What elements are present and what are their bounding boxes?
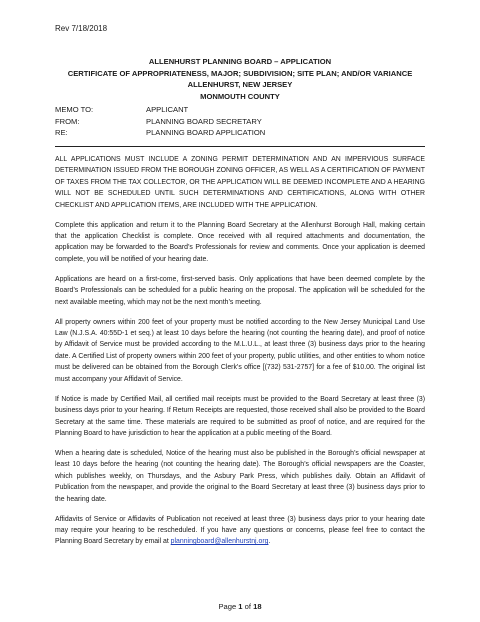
- of-word: of: [242, 602, 254, 611]
- paragraph-hearing-order: Applications are heard on a first-come, first-served basis. Only applications that have been deemed complete by the Board’s Professionals can be scheduled for a public hearing on the proposal. The application will be scheduled for the next available meeting, which may not be the next month’s meeting.: [55, 275, 425, 306]
- memo-re-value: PLANNING BOARD APPLICATION: [146, 128, 266, 137]
- page-number: 1: [238, 602, 243, 611]
- paragraph-publication: When a hearing date is scheduled, Notice of the hearing must also be published in the Borough’s official newspaper at least 10 days before the hearing (not counting the hearing date). The Borough’s official newspapers are the Coaster, which publishes weekly, on Thursdays, and the Asbury Park Press, which publishes daily. Obtain an Affidavit of Publication from the newspaper, and provide the original to the Board Secretary at least three (3) business days prior to the hearing date.: [55, 449, 425, 503]
- paragraph-requirements: ALL APPLICATIONS MUST INCLUDE A ZONING PERMIT DETERMINATION AND AN IMPERVIOUS SURFACE DETERMINATION ISSUED FROM THE BOROUGH ZONING OFFICER, AS WELL AS A CERTIFICATION OF PAYMENT OF TAXES FROM THE TAX COLLECTOR, OR THE APPLICATION WILL BE DEEMED INCOMPLETE AND A HEARING WILL NOT BE SCHEDULED UNTIL SUCH DETERMINATIONS AND CERTIFICATIONS, ALONG WITH OTHER CHECKLIST AND APPLICATION ITEMS, ARE INCLUDED WITH THE APPLICATION.: [55, 156, 425, 209]
- paragraph-owner-notice: All property owners within 200 feet of your property must be notified according to the New Jersey Municipal Land Use Law (N.J.S.A. 40:55D-1 et seq.) at least 10 days before the hearing (not counting the hearing date), and proof of notice by Affidavit of Service must be provided according to the M.L.U.L., at least three (3) business days prior to the hearing date. A Certified List of property owners within 200 feet of your property, public utilities, and other entities to whom notice must be delivered can be obtained from the Borough Clerk’s office [(732) 531-2757] for a fee of $10.00. The original list must accompany your Affidavit of Service.: [55, 318, 425, 383]
- memo-re-label: RE:: [55, 128, 68, 137]
- header-county: MONMOUTH COUNTY: [200, 91, 280, 101]
- affidavits-text: Affidavits of Service or Affidavits of Publication not received at least three (3) business days prior to your hearing date may require your hearing to be rescheduled. If you have any questions or concerns, please feel free to contact the Planning Board Secretary by email at: [55, 515, 425, 546]
- page-footer: [0, 602, 480, 611]
- header-location: ALLENHURST, NEW JERSEY: [187, 80, 293, 89]
- memo-from-label: FROM:: [55, 116, 80, 126]
- paragraph-complete-application: Complete this application and return it to the Planning Board Secretary at the Allenhurst Borough Hall, making certain that the application Checklist is complete. Once received with all required attachments and documentation, the application may be forwarded to the Board’s Professionals for review and comments. Once your application is deemed complete, you will be notified of your hearing date.: [55, 221, 425, 263]
- header-subtitle: CERTIFICATE OF APPROPRIATENESS, MAJOR; SUBDIVISION; SITE PLAN; AND/OR VARIANCE: [67, 68, 413, 78]
- memo-block: [55, 104, 265, 139]
- email-link[interactable]: planningboard@allenhurstnj.org: [170, 538, 269, 546]
- memo-to-label: MEMO TO:: [55, 105, 94, 114]
- page-word: Page: [218, 602, 239, 611]
- paragraph-affidavits: [55, 514, 425, 548]
- memo-to-row: [55, 104, 265, 116]
- paragraph-certified-mail: If Notice is made by Certified Mail, all certified mail receipts must be provided to the Board Secretary at least three (3) business days prior to your hearing. If Return Receipts are requested, those received shall also be provided to the Board Secretary at the same time. These materials are required to be submitted as proof of notice, and are required for the Planning Board to have jurisdiction to hear the application at a public meeting of the Board.: [55, 395, 425, 437]
- divider-line: [55, 146, 425, 147]
- revision-date: Rev 7/18/2018: [55, 24, 108, 33]
- affidavits-end: .: [268, 538, 271, 546]
- header-title: ALLENHURST PLANNING BOARD – APPLICATION: [148, 57, 332, 66]
- memo-re-row: [55, 127, 265, 139]
- document-header: [40, 56, 440, 102]
- page-total: 18: [253, 602, 262, 611]
- memo-to-value: APPLICANT: [146, 105, 189, 114]
- memo-from-row: [55, 116, 265, 128]
- document-body: [55, 154, 425, 556]
- memo-from-value: PLANNING BOARD SECRETARY: [146, 116, 262, 126]
